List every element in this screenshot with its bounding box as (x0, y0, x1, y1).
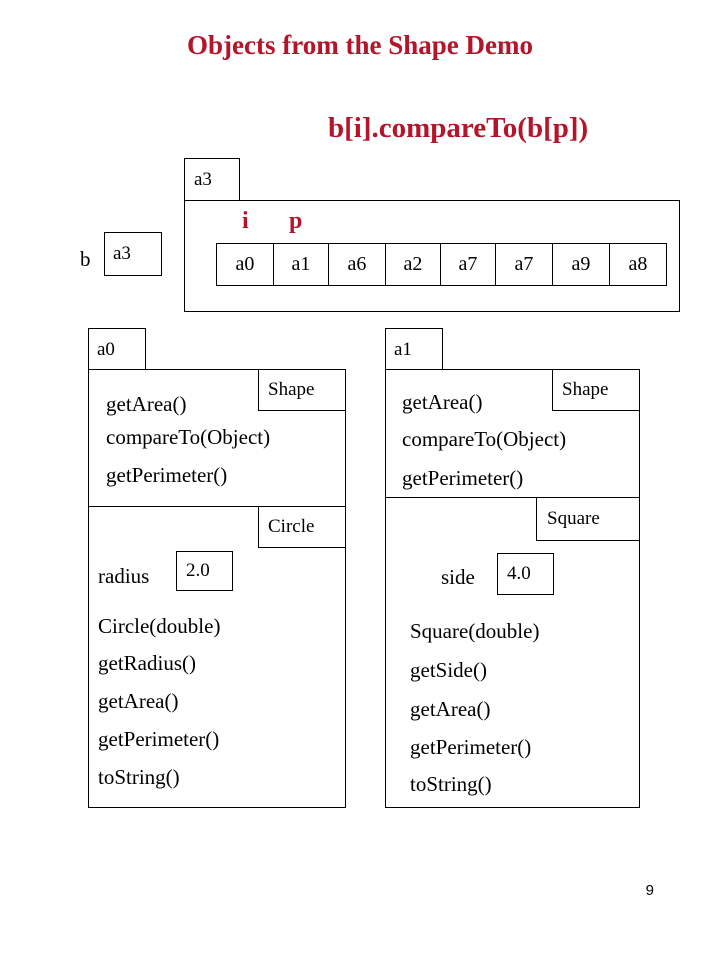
object-a1-subclass-tag (536, 497, 640, 541)
object-a0-superclass-tag (258, 369, 346, 411)
field-name-label: side (441, 565, 475, 589)
array-cell: a9 (553, 244, 610, 285)
object-a0-subclass-name: Circle (268, 516, 315, 537)
method-label: getArea() (402, 390, 483, 414)
slide-title: Objects from the Shape Demo (187, 30, 533, 60)
array-cell: a8 (628, 253, 648, 275)
index-p-marker: p (289, 208, 303, 234)
field-value: 4.0 (507, 563, 531, 584)
method-label: getPerimeter() (402, 466, 524, 490)
method-label: compareTo(Object) (106, 425, 271, 449)
array-cell: a0 (217, 244, 274, 285)
array-cell: a6 (329, 244, 386, 285)
method-label: getPerimeter() (410, 735, 532, 759)
array-cell: a2 (386, 244, 441, 285)
method-label: compareTo(Object) (402, 427, 567, 451)
page-number: 9 (645, 882, 654, 899)
method-label: getArea() (410, 697, 491, 721)
method-label: getRadius() (98, 651, 196, 675)
array-cell: a7 (496, 244, 553, 285)
field-value-box (497, 553, 554, 595)
method-label: Square(double) (410, 619, 540, 643)
object-a0-tab-label: a0 (97, 339, 115, 360)
method-label: getPerimeter() (98, 727, 220, 751)
method-label: getArea() (98, 689, 179, 713)
object-a1-superclass-tag (552, 369, 640, 411)
object-a1-superclass-name: Shape (562, 379, 609, 400)
object-a1-tab (385, 328, 443, 371)
object-a0-subclass-tag (258, 506, 346, 548)
object-a1-tab-label: a1 (394, 339, 412, 360)
variable-b-value: a3 (113, 243, 131, 264)
array-object-tab-label: a3 (194, 169, 212, 190)
method-label: getSide() (410, 658, 487, 682)
method-label: getArea() (106, 392, 187, 416)
method-label: Circle(double) (98, 614, 221, 638)
field-value-box (176, 551, 233, 591)
object-a1-subclass-name: Square (547, 508, 600, 529)
array-cells (216, 243, 667, 286)
array-cell: a7 (441, 244, 496, 285)
object-a0-tab (88, 328, 146, 371)
method-label: toString() (410, 772, 492, 796)
object-a0-superclass-name: Shape (268, 379, 315, 400)
index-i-marker: i (242, 208, 249, 234)
array-cell: a1 (274, 244, 329, 285)
array-object-tab (184, 158, 240, 202)
field-value: 2.0 (186, 560, 210, 581)
variable-b-label: b (80, 247, 91, 271)
expression-heading: b[i].compareTo(b[p]) (328, 112, 589, 144)
field-name-label: radius (98, 564, 150, 588)
variable-b-box (104, 232, 162, 276)
method-label: getPerimeter() (106, 463, 228, 487)
method-label: toString() (98, 765, 180, 789)
